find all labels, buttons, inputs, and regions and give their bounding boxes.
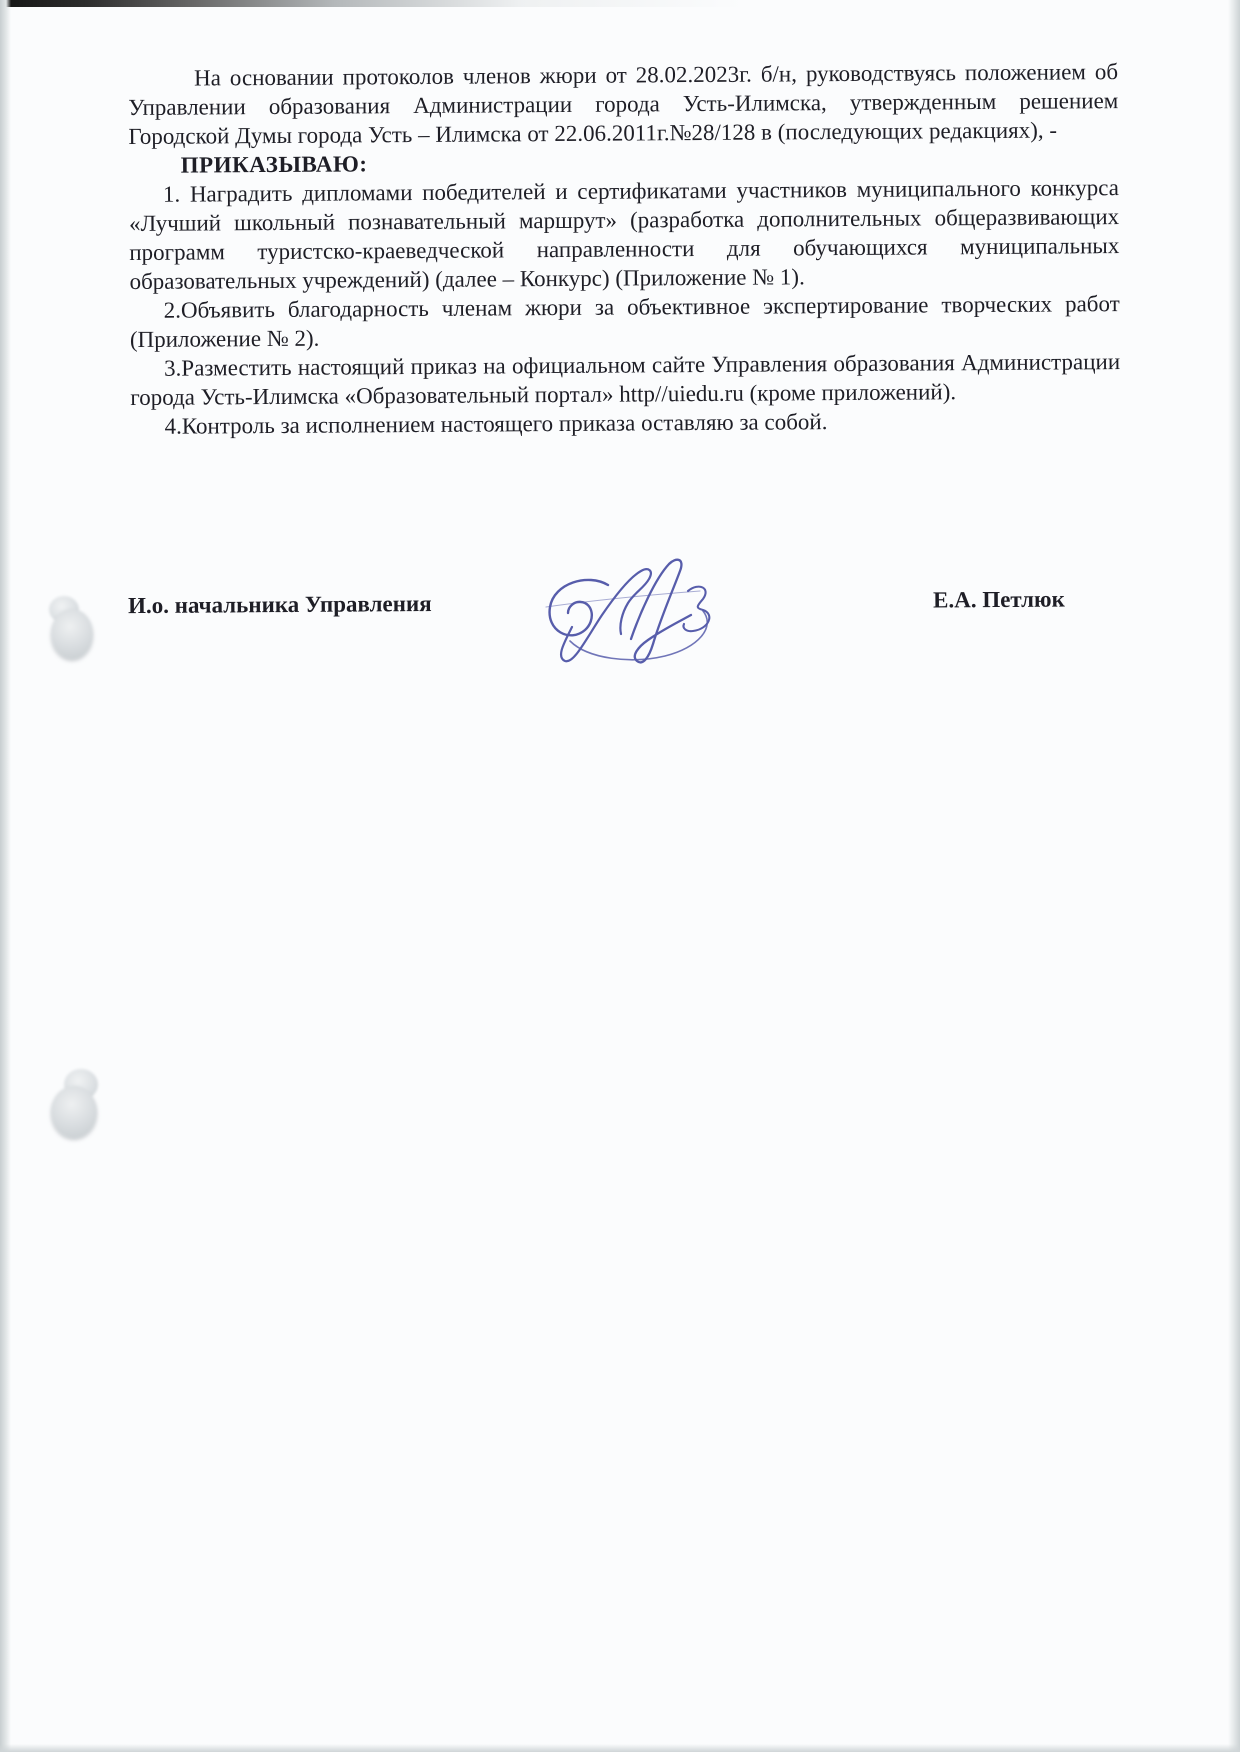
hole-punch-mark bbox=[48, 1066, 102, 1140]
order-heading: ПРИКАЗЫВАЮ: bbox=[180, 151, 368, 178]
handwritten-signature bbox=[538, 550, 723, 672]
scan-edge-top bbox=[0, 0, 1240, 7]
signer-name: Е.А. Петлюк bbox=[932, 586, 1065, 613]
signer-position-title: И.о. начальника Управления bbox=[127, 590, 432, 619]
order-item-2: 2.Объявить благодарность членам жюри за объективное экспертирование творческих работ (Приложение № 2). bbox=[129, 291, 1120, 352]
scan-edge-right bbox=[1228, 0, 1240, 1752]
order-item-3: 3.Разместить настоящий приказ на официальном сайте Управления образования Администрации города Усть-Илимска «Образовательный портал» http//uiedu.ru (кроме приложений). bbox=[130, 349, 1121, 410]
document-body bbox=[128, 57, 1121, 441]
scan-edge-bottom bbox=[0, 1744, 1240, 1752]
scan-edge-left bbox=[0, 0, 11, 1752]
intro-paragraph: На основании протоколов членов жюри от 28.02.2023г. б/н, руководствуясь положением об Управлении образования Администрации города Усть-Илимска, утвержденным решением Городской Думы города Усть – Илимска от 22.06.2011г.№28/128 в (последующих редакциях), - bbox=[128, 59, 1119, 149]
order-item-4: 4.Контроль за исполнением настоящего приказа оставляю за собой. bbox=[164, 409, 828, 439]
order-item-1: 1. Наградить дипломами победителей и сертификатами участников муниципального конкурса «Лучший школьный познавательный маршрут» (разработка дополнительных общеразвивающих программ туристско-краеведческой направленности для обучающихся муниципальных образовательных учреждений) (далее – Конкурс) (Приложение № 1). bbox=[129, 175, 1120, 294]
hole-punch-lobe bbox=[51, 1086, 97, 1138]
